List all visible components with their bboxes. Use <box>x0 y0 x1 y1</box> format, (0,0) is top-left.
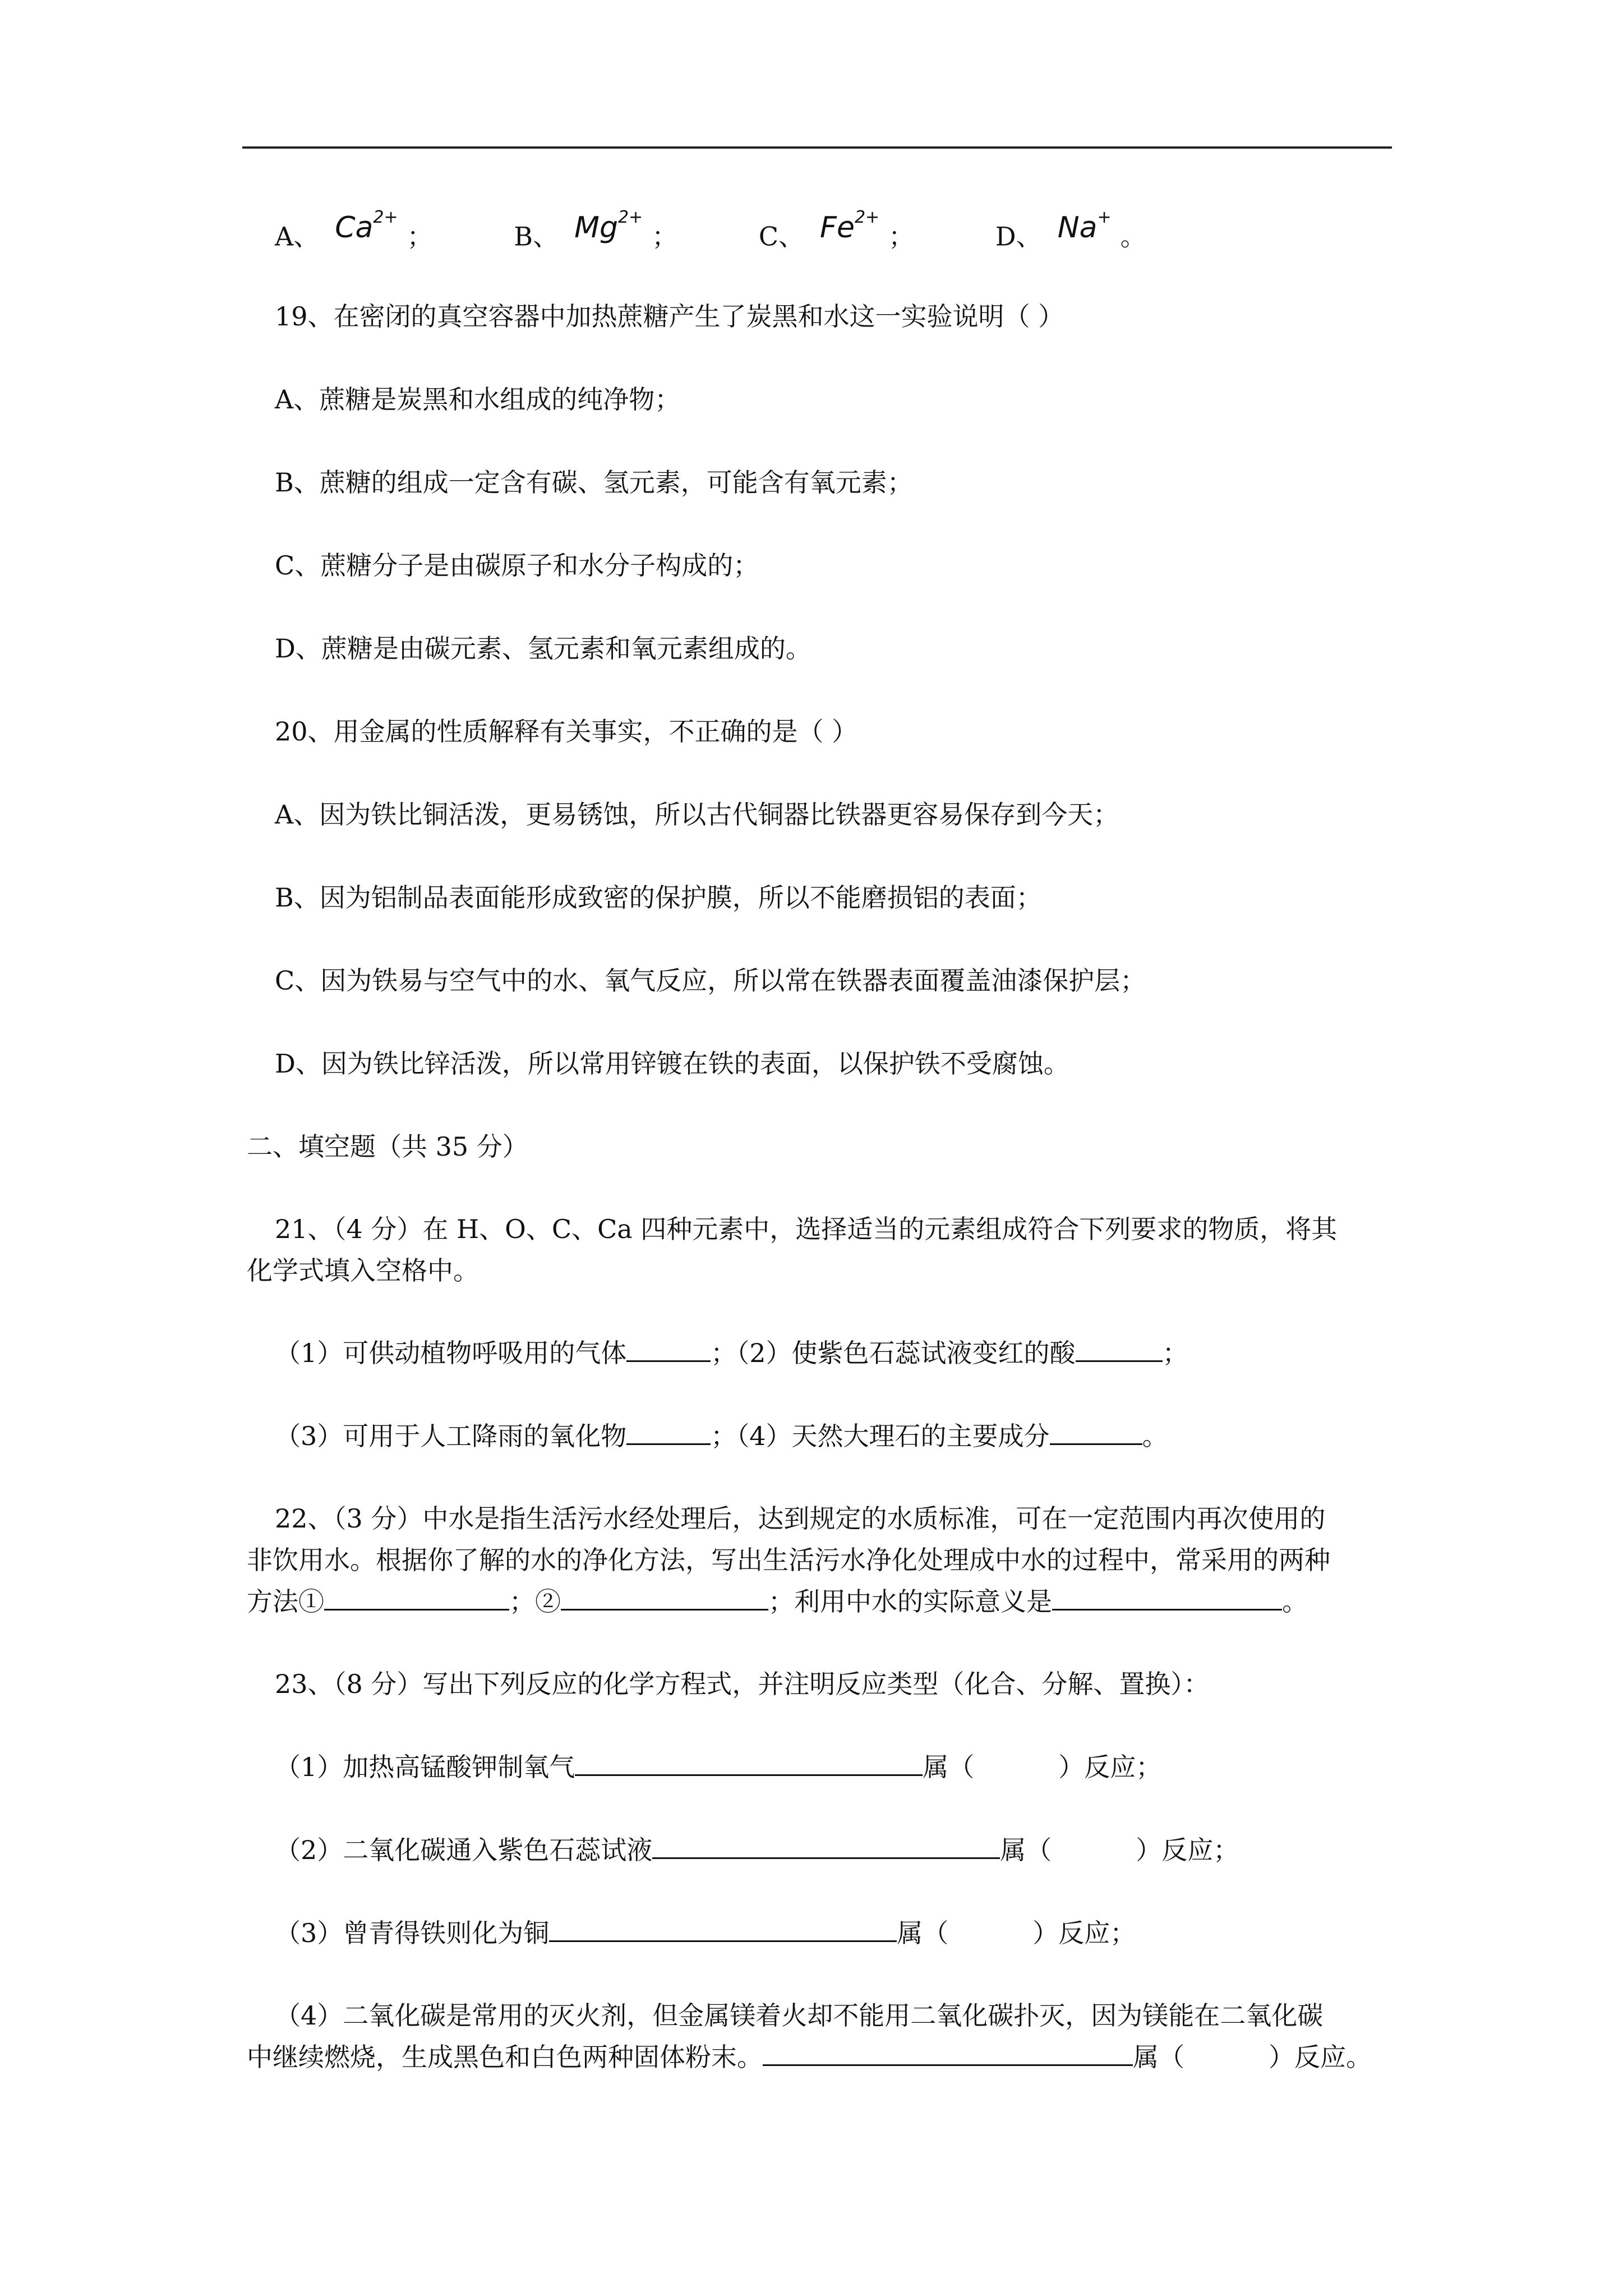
answer-blank[interactable] <box>652 1832 1000 1859</box>
answer-blank[interactable] <box>1050 1418 1142 1445</box>
option-a: A、 $Ca^{2+}$； <box>275 208 433 252</box>
calcium-ion: $Ca^{2+}$ <box>335 208 398 245</box>
answer-blank[interactable] <box>549 1915 897 1942</box>
q21-line-2: （3）可用于人工降雨的氧化物 ；（4）天然大理石的主要成分 。 <box>247 1395 1408 1478</box>
answer-blank[interactable] <box>626 1335 711 1362</box>
q21-line-1: （1）可供动植物呼吸用的气体 ；（2）使紫色石蕊试液变红的酸 ； <box>247 1312 1408 1395</box>
answer-blank[interactable] <box>763 2039 1133 2066</box>
q20-option-c: C、因为铁易与空气中的水、氧气反应，所以常在铁器表面覆盖油漆保护层； <box>275 965 1146 996</box>
q23-item-2: （2）二氧化碳通入紫色石蕊试液 属（ ）反应； <box>247 1809 1408 1892</box>
magnesium-ion: $Mg^{2+}$ <box>574 208 643 245</box>
answer-blank[interactable] <box>626 1418 711 1445</box>
answer-blank[interactable] <box>1076 1335 1163 1362</box>
header-rule <box>242 146 1392 149</box>
q23-item-4: （4）二氧化碳是常用的灭火剂，但金属镁着火却不能用二氧化碳扑灭，因为镁能在二氧化碳 中继续燃烧，生成黑色和白色两种固体粉末。 属（ ）反应。 <box>247 2000 1372 2072</box>
q21-stem: 21、（4 分）在 H、O、C、Ca 四种元素中，选择适当的元素组成符合下列要求的物质，将其 化学式填入空格中。 <box>247 1214 1338 1286</box>
exam-page-content <box>247 185 1408 2098</box>
q22-stem: 22、（3 分）中水是指生活污水经处理后，达到规定的水质标准，可在一定范围内再次使用的 非饮用水。根据你了解的水的净化方法，写出生活污水净化处理成中水的过程中，常采用的两种 方法① ；② ；利用中水的实际意义是 。 <box>247 1503 1330 1617</box>
q20-stem: 20、用金属的性质解释有关事实，不正确的是（ ） <box>275 716 858 747</box>
option-d: D、 Na+。 <box>995 208 1146 252</box>
answer-blank[interactable] <box>324 1583 509 1611</box>
sodium-ion: Na+ <box>1057 208 1112 245</box>
q19-option-b: B、蔗糖的组成一定含有碳、氢元素，可能含有氧元素； <box>275 467 913 498</box>
option-b: B、 $Mg^{2+}$； <box>514 208 678 252</box>
answer-blank[interactable] <box>575 1749 923 1776</box>
q20-option-a: A、因为铁比铜活泼，更易锈蚀，所以古代铜器比铁器更容易保存到今天； <box>275 799 1119 830</box>
section-title: 二、填空题（共 35 分） <box>247 1131 528 1162</box>
q20-option-d: D、因为铁比锌活泼，所以常用锌镀在铁的表面，以保护铁不受腐蚀。 <box>275 1048 1069 1079</box>
q19-option-a: A、蔗糖是炭黑和水组成的纯净物； <box>275 384 681 415</box>
q19-option-d: D、蔗糖是由碳元素、氢元素和氧元素组成的。 <box>275 633 811 664</box>
q20-option-b: B、因为铝制品表面能形成致密的保护膜，所以不能磨损铝的表面； <box>275 882 1042 913</box>
q19-option-c: C、蔗糖分子是由碳原子和水分子构成的； <box>275 550 759 581</box>
option-c: C、 $Fe^{2+}$； <box>758 208 915 252</box>
q19-stem: 19、在密闭的真空容器中加热蔗糖产生了炭黑和水这一实验说明（ ） <box>275 301 1064 332</box>
q23-item-3: （3）曾青得铁则化为铜 属（ ）反应； <box>247 1892 1408 1975</box>
answer-blank[interactable] <box>1052 1583 1282 1611</box>
answer-blank[interactable] <box>561 1583 768 1611</box>
q18-options-row <box>247 185 1408 275</box>
q23-stem: 23、（8 分）写出下列反应的化学方程式，并注明反应类型（化合、分解、置换）： <box>275 1669 1210 1699</box>
q23-item-1: （1）加热高锰酸钾制氧气 属（ ）反应； <box>247 1726 1408 1809</box>
iron-ion: $Fe^{2+}$ <box>820 208 880 245</box>
